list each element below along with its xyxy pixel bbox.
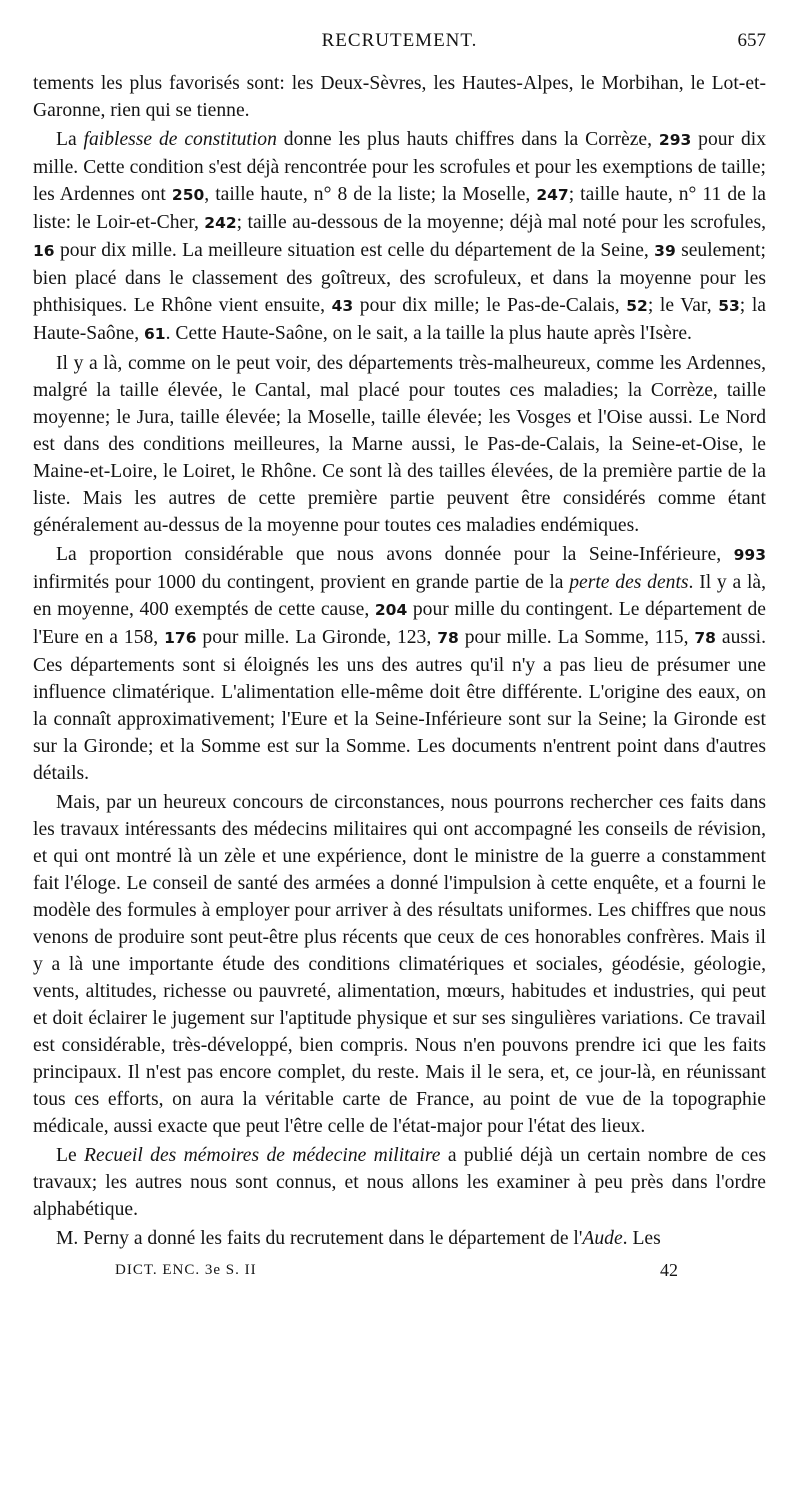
body-text (33, 70, 766, 1252)
paragraph-continuation: tements les plus favorisés sont: les Deux-Sèvres, les Hautes-Alpes, le Morbihan, le Lot-et-Garonne, rien qui se tienne. (33, 73, 766, 121)
page-footer (33, 1262, 766, 1286)
paragraph-perny-aude: M. Perny a donné les faits du recrutement dans le département de l'Aude. Les (56, 1228, 661, 1249)
paragraph-departements-malheureux: Il y a là, comme on le peut voir, des départements très-malheureux, comme les Ardennes, malgré la taille élevée, le Cantal, mal placé pour toutes ces maladies; la Corrèze, taille moyenne; le Jura, taille élevée; la Moselle, taille élevée; les Vosges et l'Oise aussi. Le Nord est dans des conditions meilleures, la Marne aussi, le Pas-de-Calais, la Seine-et-Oise, le Maine-et-Loire, le Loiret, le Rhône. Ce sont là des tailles élevées, de la première partie de la liste. Mais les autres de cette première partie peuvent être considérés comme étant généralement au-dessus de la moyenne pour toutes ces maladies endémiques. (33, 353, 766, 536)
paragraph-faiblesse-constitution: La faiblesse de constitution donne les plus hauts chiffres dans la Corrèze, 293 pour dix mille. Cette condition s'est déjà rencontrée pour les scrofules et pour les exemptions de taille; les Ardennes ont 250, taille haute, n° 8 de la liste; la Moselle, 247; taille haute, n° 11 de la liste: le Loir-et-Cher, 242; taille au-dessous de la moyenne; déjà mal noté pour les scrofules, 16 pour dix mille. La meilleure situation est celle du département de la Seine, 39 seulement; bien placé dans le classement des goîtreux, des scrofuleux, et dans la moyenne pour les phthisiques. Le Rhône vient ensuite, 43 pour dix mille; le Pas-de-Calais, 52; le Var, 53; la Haute-Saône, 61. Cette Haute-Saône, on le sait, a la taille la plus haute après l'Isère. (33, 129, 766, 344)
paragraph-perte-des-dents: La proportion considérable que nous avons donnée pour la Seine-Inférieure, 993 infirmités pour 1000 du contingent, provient en grande partie de la perte des dents. Il y a là, en moyenne, 400 exemptés de cette cause, 204 pour mille du contingent. Le département de l'Eure en a 158, 176 pour mille. La Gironde, 123, 78 pour mille. La Somme, 115, 78 aussi. Ces départements sont si éloignés les uns des autres qu'il n'y a pas lieu de présumer une influence climatérique. L'alimentation elle-même doit être différente. L'origine des eaux, on la connaît approximativement; l'Eure et la Seine-Inférieure sont sur la Seine; la Gironde est sur la Gironde; et la Somme est sur la Somme. Les documents n'entrent point dans d'autres détails. (33, 544, 766, 784)
signature-number: 42 (660, 1260, 678, 1280)
paragraph-recueil-memoires: Le Recueil des mémoires de médecine militaire a publié déjà un certain nombre de ces travaux; les autres nous sont connus, et nous allons les examiner à peu près dans l'ordre alphabétique. (33, 1145, 766, 1220)
page (33, 30, 766, 1286)
running-title: RECRUTEMENT. (321, 30, 478, 51)
paragraph-medecins-militaires: Mais, par un heureux concours de circonstances, nous pourrons rechercher ces faits dans les travaux intéressants des médecins militaires qui ont accompagné les conseils de révision, et qui ont montré là un zèle et une expérience, dont le ministre de la guerre a constamment fait l'éloge. Le conseil de santé des armées a donné l'impulsion à cette enquête, et a fourni le modèle des formules à employer pour arriver à des résultats uniformes. Les chiffres que nous venons de produire sont peut-être plus récents que ceux de ces honorables confrères. Mais il y a là une importante étude des conditions climatériques et sociales, géodésie, géologie, vents, altitudes, richesse ou pauvreté, alimentation, mœurs, habitudes et industries, qui peut et doit éclairer le jugement sur l'aptitude physique et sur ses singulières variations. Ce travail est considérable, très-développé, bien compris. Nous n'en pouvons prendre ici que les faits principaux. Il n'est pas encore complet, du reste. Mais il le sera, et, ce jour-là, en réunissant tous ces efforts, on aura la véritable carte de France, au point de vue de la topographie médicale, aussi exacte que peut l'être celle de l'état-major pour l'état des lieux. (33, 792, 766, 1137)
running-head (33, 30, 766, 56)
page-number: 657 (737, 30, 766, 51)
printer-signature: DICT. ENC. 3e S. II (115, 1262, 257, 1278)
